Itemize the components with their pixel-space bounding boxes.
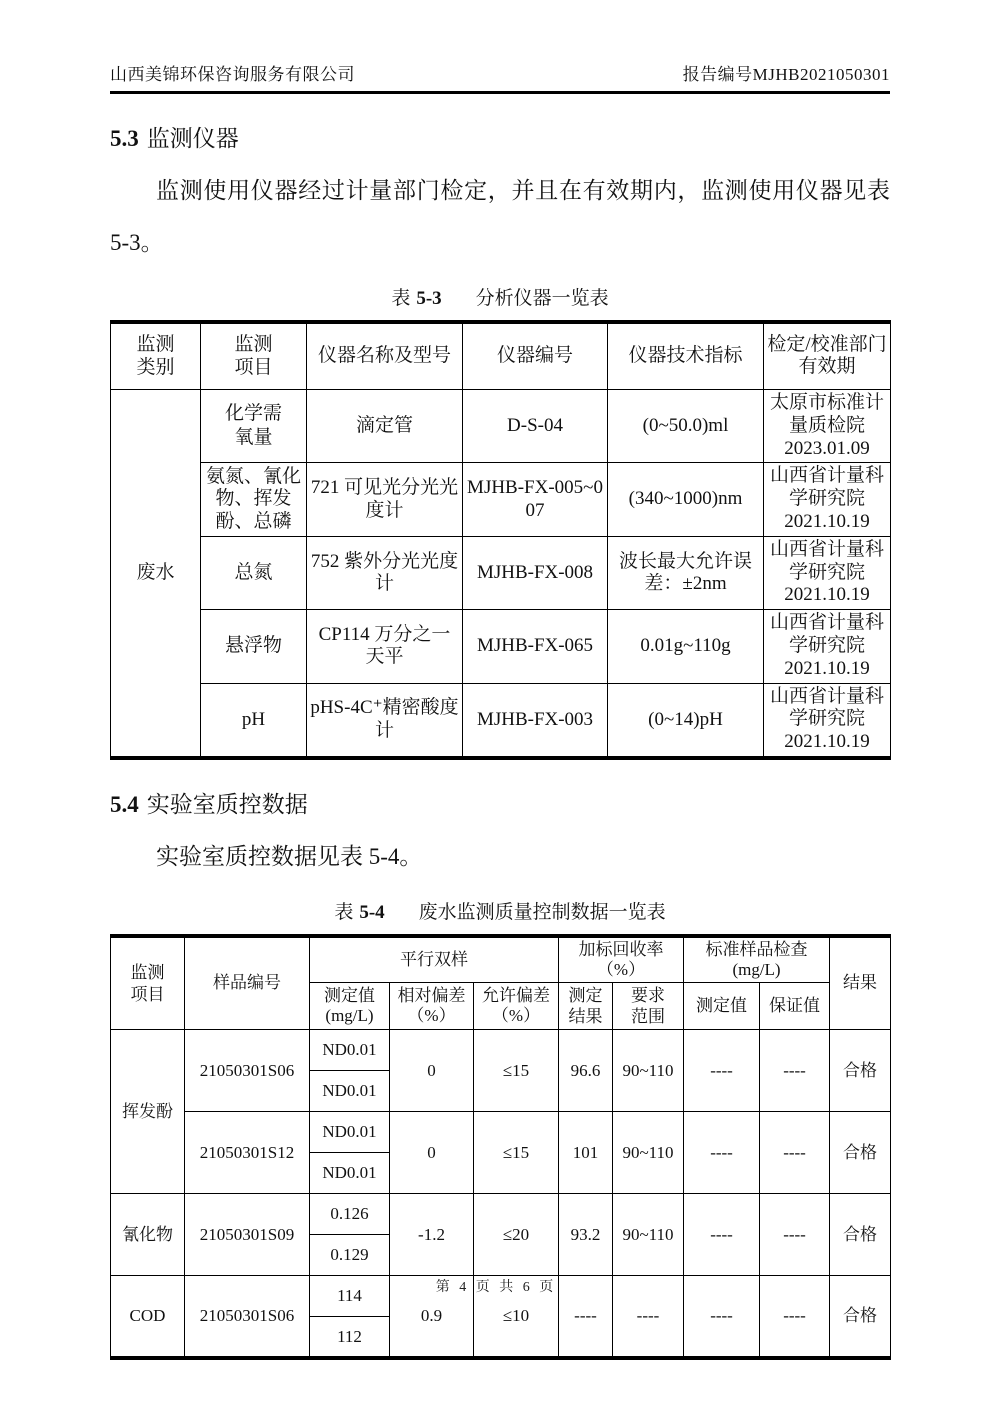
col-parallel: 平行双样 bbox=[310, 936, 559, 983]
measured-value-cell: ND0.01 bbox=[310, 1112, 390, 1153]
spike-range-cell: 90~110 bbox=[613, 1194, 684, 1276]
allow-dev-cell: ≤15 bbox=[474, 1112, 559, 1194]
table-header-row bbox=[111, 322, 891, 390]
section-5-4-paragraph: 实验室质控数据见表 5-4。 bbox=[156, 843, 423, 869]
report-number: 报告编号MJHB2021050301 bbox=[682, 65, 890, 84]
sample-id-cell: 21050301S09 bbox=[185, 1194, 310, 1276]
col-standard: 标准样品检查(mg/L) bbox=[684, 936, 830, 983]
measured-value-cell: ND0.01 bbox=[310, 1030, 390, 1071]
cert-cell: 太原市标准计量质检院 2023.01.09 bbox=[764, 390, 891, 463]
spec-cell: 波长最大允许误差：±2nm bbox=[608, 536, 764, 609]
section-5-3-paragraph: 监测使用仪器经过计量部门检定，并且在有效期内，监测使用仪器见表 5-3。 bbox=[110, 178, 890, 255]
spike-result-cell: 93.2 bbox=[559, 1194, 613, 1276]
cert-cell: 山西省计量科学研究院 2021.10.19 bbox=[764, 536, 891, 609]
result-cell: 合格 bbox=[830, 1194, 891, 1276]
table-row bbox=[111, 683, 891, 758]
result-cell: 合格 bbox=[830, 1276, 891, 1358]
instrument-cell: 滴定管 bbox=[307, 390, 463, 463]
section-number: 5.4 bbox=[110, 791, 139, 817]
item-cell: 氰化物 bbox=[111, 1194, 185, 1276]
page-header bbox=[110, 0, 890, 85]
std-guaranteed-cell: ---- bbox=[760, 1276, 830, 1358]
col-spike: 加标回收率（%） bbox=[559, 936, 684, 983]
instrument-cell: pHS-4C⁺精密酸度计 bbox=[307, 683, 463, 758]
rel-dev-cell: 0.9 bbox=[390, 1276, 474, 1358]
section-title: 实验室质控数据 bbox=[146, 791, 308, 817]
company-name: 山西美锦环保咨询服务有限公司 bbox=[110, 65, 355, 84]
std-guaranteed-cell: ---- bbox=[760, 1194, 830, 1276]
allow-dev-cell: ≤20 bbox=[474, 1194, 559, 1276]
std-measured-cell: ---- bbox=[684, 1276, 760, 1358]
spike-range-cell: 90~110 bbox=[613, 1112, 684, 1194]
col-relative-dev: 相对偏差（%） bbox=[390, 982, 474, 1030]
measured-value-cell: 112 bbox=[310, 1317, 390, 1358]
page-number: 第 4 页 共 6 页 bbox=[435, 1280, 557, 1295]
measured-value-cell: ND0.01 bbox=[310, 1071, 390, 1112]
spec-cell: (0~50.0)ml bbox=[608, 390, 764, 463]
section-5-3-heading bbox=[110, 120, 890, 153]
item-cell: 氨氮、氰化物、挥发酚、总磷 bbox=[201, 463, 307, 536]
section-number: 5.3 bbox=[110, 126, 139, 151]
spike-result-cell: ---- bbox=[559, 1276, 613, 1358]
std-measured-cell: ---- bbox=[684, 1194, 760, 1276]
allow-dev-cell: ≤10 bbox=[474, 1276, 559, 1358]
item-cell: pH bbox=[201, 683, 307, 758]
spike-range-cell: 90~110 bbox=[613, 1030, 684, 1112]
col-instrument: 仪器名称及型号 bbox=[307, 322, 463, 390]
table-5-4-caption: 表 5-4 废水监测质量控制数据一览表 bbox=[334, 901, 666, 923]
std-guaranteed-cell: ---- bbox=[760, 1112, 830, 1194]
code-cell: MJHB-FX-008 bbox=[463, 536, 608, 609]
sample-id-cell: 21050301S12 bbox=[185, 1112, 310, 1194]
category-cell: 废水 bbox=[111, 390, 201, 758]
spike-result-cell: 101 bbox=[559, 1112, 613, 1194]
item-cell: 总氮 bbox=[201, 536, 307, 609]
section-5-4-heading bbox=[110, 786, 890, 819]
col-std-guaranteed: 保证值 bbox=[760, 982, 830, 1030]
col-spec: 仪器技术指标 bbox=[608, 322, 764, 390]
std-guaranteed-cell: ---- bbox=[760, 1030, 830, 1112]
item-cell: 悬浮物 bbox=[201, 610, 307, 683]
code-cell: MJHB-FX-005~007 bbox=[463, 463, 608, 536]
item-cell: 挥发酚 bbox=[111, 1030, 185, 1194]
code-cell: MJHB-FX-065 bbox=[463, 610, 608, 683]
table-row bbox=[111, 610, 891, 683]
measured-value-cell: 0.126 bbox=[310, 1194, 390, 1235]
qc-row bbox=[111, 1112, 891, 1153]
col-sample: 样品编号 bbox=[185, 936, 310, 1030]
section-title: 监测仪器 bbox=[146, 126, 239, 151]
instrument-cell: 752 紫外分光光度计 bbox=[307, 536, 463, 609]
cert-cell: 山西省计量科学研究院 2021.10.19 bbox=[764, 610, 891, 683]
qc-row bbox=[111, 1030, 891, 1071]
rel-dev-cell: 0 bbox=[390, 1030, 474, 1112]
col-std-measured: 测定值 bbox=[684, 982, 760, 1030]
col-category: 监测类别 bbox=[111, 322, 201, 390]
col-spike-result: 测定结果 bbox=[559, 982, 613, 1030]
std-measured-cell: ---- bbox=[684, 1112, 760, 1194]
col-code: 仪器编号 bbox=[463, 322, 608, 390]
table-row bbox=[111, 390, 891, 463]
item-cell: COD bbox=[111, 1276, 185, 1358]
result-cell: 合格 bbox=[830, 1030, 891, 1112]
sample-id-cell: 21050301S06 bbox=[185, 1030, 310, 1112]
col-measured: 测定值(mg/L) bbox=[310, 982, 390, 1030]
instrument-table bbox=[110, 320, 891, 760]
col-item: 监测项目 bbox=[201, 322, 307, 390]
spec-cell: (0~14)pH bbox=[608, 683, 764, 758]
code-cell: MJHB-FX-003 bbox=[463, 683, 608, 758]
measured-value-cell: 114 bbox=[310, 1276, 390, 1317]
instrument-cell: 721 可见光分光光度计 bbox=[307, 463, 463, 536]
code-cell: D-S-04 bbox=[463, 390, 608, 463]
table-row bbox=[111, 536, 891, 609]
qc-row bbox=[111, 1194, 891, 1235]
col-result: 结果 bbox=[830, 936, 891, 1030]
col-item: 监测项目 bbox=[111, 936, 185, 1030]
header-divider bbox=[110, 91, 890, 94]
spec-cell: (340~1000)nm bbox=[608, 463, 764, 536]
rel-dev-cell: 0 bbox=[390, 1112, 474, 1194]
sample-id-cell: 21050301S06 bbox=[185, 1276, 310, 1358]
instrument-cell: CP114 万分之一天平 bbox=[307, 610, 463, 683]
spec-cell: 0.01g~110g bbox=[608, 610, 764, 683]
measured-value-cell: 0.129 bbox=[310, 1235, 390, 1276]
col-cert: 检定/校准部门有效期 bbox=[764, 322, 891, 390]
cert-cell: 山西省计量科学研究院 2021.10.19 bbox=[764, 683, 891, 758]
measured-value-cell: ND0.01 bbox=[310, 1153, 390, 1194]
item-cell: 化学需氧量 bbox=[201, 390, 307, 463]
col-allowed-dev: 允许偏差（%） bbox=[474, 982, 559, 1030]
col-spike-range: 要求范围 bbox=[613, 982, 684, 1030]
spike-result-cell: 96.6 bbox=[559, 1030, 613, 1112]
allow-dev-cell: ≤15 bbox=[474, 1030, 559, 1112]
page-content bbox=[110, 0, 890, 1360]
cert-cell: 山西省计量科学研究院 2021.10.19 bbox=[764, 463, 891, 536]
std-measured-cell: ---- bbox=[684, 1030, 760, 1112]
spike-range-cell: ---- bbox=[613, 1276, 684, 1358]
result-cell: 合格 bbox=[830, 1112, 891, 1194]
qc-header-row-1 bbox=[111, 936, 891, 983]
table-5-3-caption: 表 5-3 分析仪器一览表 bbox=[391, 287, 609, 309]
table-row bbox=[111, 463, 891, 536]
rel-dev-cell: -1.2 bbox=[390, 1194, 474, 1276]
